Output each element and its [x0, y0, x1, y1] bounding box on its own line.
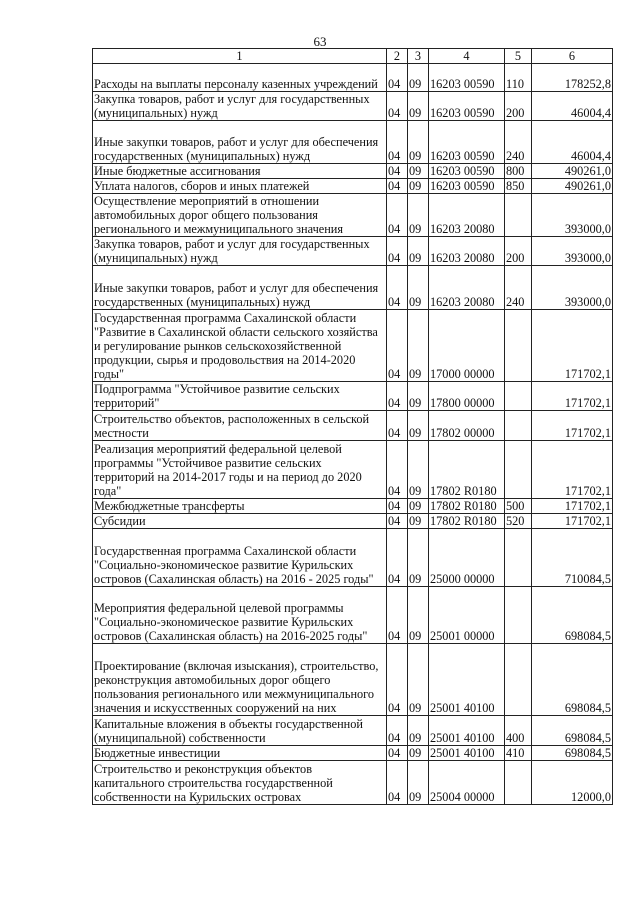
row-name: Проектирование (включая изыскания), строительство, реконструкция автомобильных дорог общего пользования регионального или межмуниципального значения и искусственных сооружений на них [93, 644, 387, 716]
row-subsection: 09 [408, 587, 429, 644]
table-row [93, 121, 613, 164]
row-amount: 171702,1 [532, 411, 613, 441]
table-row [93, 310, 613, 382]
row-subsection: 09 [408, 761, 429, 805]
row-amount: 698084,5 [532, 746, 613, 761]
row-target-item: 25004 00000 [429, 761, 505, 805]
table-row [93, 382, 613, 411]
table-row [93, 499, 613, 514]
row-subsection: 09 [408, 92, 429, 121]
column-header-target-item: 4 [429, 49, 505, 64]
table-row [93, 411, 613, 441]
row-subsection: 09 [408, 121, 429, 164]
row-amount: 698084,5 [532, 644, 613, 716]
row-expense-type: 240 [505, 121, 532, 164]
table-row [93, 441, 613, 499]
row-section: 04 [387, 746, 408, 761]
row-subsection: 09 [408, 194, 429, 237]
row-expense-type [505, 194, 532, 237]
row-subsection: 09 [408, 179, 429, 194]
page-number: 63 [313, 34, 327, 49]
row-name: Иные закупки товаров, работ и услуг для обеспечения государственных (муниципальных) нужд [93, 266, 387, 310]
row-expense-type: 850 [505, 179, 532, 194]
row-target-item: 16203 20080 [429, 237, 505, 266]
row-name: Закупка товаров, работ и услуг для государственных (муниципальных) нужд [93, 92, 387, 121]
row-section: 04 [387, 716, 408, 746]
row-target-item: 16203 00590 [429, 64, 505, 92]
row-amount: 171702,1 [532, 499, 613, 514]
row-section: 04 [387, 164, 408, 179]
row-name: Государственная программа Сахалинской области "Социально-экономическое развитие Курильских островов (Сахалинская область) на 2016 - 2025 годы" [93, 529, 387, 587]
column-header-subsection: 3 [408, 49, 429, 64]
row-amount: 171702,1 [532, 514, 613, 529]
row-name: Капитальные вложения в объекты государственной (муниципальной) собственности [93, 716, 387, 746]
table-header-row [93, 49, 613, 64]
row-name: Реализация мероприятий федеральной целевой программы "Устойчивое развитие сельских территорий на 2014-2017 годы и на период до 2020 года" [93, 441, 387, 499]
row-expense-type: 110 [505, 64, 532, 92]
row-amount: 46004,4 [532, 92, 613, 121]
row-expense-type: 400 [505, 716, 532, 746]
row-expense-type [505, 411, 532, 441]
row-subsection: 09 [408, 164, 429, 179]
row-section: 04 [387, 310, 408, 382]
row-section: 04 [387, 179, 408, 194]
row-section: 04 [387, 499, 408, 514]
row-subsection: 09 [408, 746, 429, 761]
row-amount: 12000,0 [532, 761, 613, 805]
row-expense-type: 800 [505, 164, 532, 179]
row-expense-type [505, 587, 532, 644]
row-subsection: 09 [408, 644, 429, 716]
column-header-expense-type: 5 [505, 49, 532, 64]
row-name: Строительство и реконструкция объектов капитального строительства государственной собственности на Курильских островах [93, 761, 387, 805]
row-expense-type [505, 529, 532, 587]
row-expense-type: 200 [505, 237, 532, 266]
row-subsection: 09 [408, 64, 429, 92]
row-expense-type [505, 441, 532, 499]
row-name: Мероприятия федеральной целевой программы "Социально-экономическое развитие Курильских островов (Сахалинская область) на 2016-2025 годы" [93, 587, 387, 644]
row-target-item: 16203 00590 [429, 164, 505, 179]
row-subsection: 09 [408, 441, 429, 499]
row-amount: 171702,1 [532, 310, 613, 382]
row-section: 04 [387, 194, 408, 237]
row-amount: 490261,0 [532, 179, 613, 194]
row-target-item: 17802 00000 [429, 411, 505, 441]
row-section: 04 [387, 266, 408, 310]
row-name: Субсидии [93, 514, 387, 529]
row-name: Бюджетные инвестиции [93, 746, 387, 761]
row-target-item: 16203 00590 [429, 179, 505, 194]
row-subsection: 09 [408, 529, 429, 587]
row-subsection: 09 [408, 237, 429, 266]
table-row [93, 587, 613, 644]
row-name: Закупка товаров, работ и услуг для государственных (муниципальных) нужд [93, 237, 387, 266]
row-section: 04 [387, 587, 408, 644]
row-name: Строительство объектов, расположенных в сельской местности [93, 411, 387, 441]
row-target-item: 17802 R0180 [429, 514, 505, 529]
row-target-item: 17800 00000 [429, 382, 505, 411]
table-row [93, 179, 613, 194]
row-name: Уплата налогов, сборов и иных платежей [93, 179, 387, 194]
table-row [93, 266, 613, 310]
row-section: 04 [387, 64, 408, 92]
row-subsection: 09 [408, 266, 429, 310]
row-section: 04 [387, 411, 408, 441]
row-section: 04 [387, 514, 408, 529]
row-name: Расходы на выплаты персоналу казенных учреждений [93, 64, 387, 92]
table-row [93, 716, 613, 746]
row-amount: 171702,1 [532, 441, 613, 499]
table-row [93, 746, 613, 761]
table-row [93, 644, 613, 716]
row-subsection: 09 [408, 382, 429, 411]
row-target-item: 16203 00590 [429, 92, 505, 121]
row-amount: 46004,4 [532, 121, 613, 164]
row-amount: 710084,5 [532, 529, 613, 587]
row-target-item: 25000 00000 [429, 529, 505, 587]
row-section: 04 [387, 92, 408, 121]
row-section: 04 [387, 644, 408, 716]
row-section: 04 [387, 529, 408, 587]
row-subsection: 09 [408, 716, 429, 746]
row-expense-type: 520 [505, 514, 532, 529]
table-row [93, 237, 613, 266]
row-target-item: 25001 40100 [429, 746, 505, 761]
row-target-item: 16203 00590 [429, 121, 505, 164]
row-amount: 490261,0 [532, 164, 613, 179]
row-section: 04 [387, 121, 408, 164]
table-row [93, 164, 613, 179]
budget-table [92, 48, 613, 805]
table-row [93, 92, 613, 121]
table-row [93, 514, 613, 529]
row-target-item: 25001 40100 [429, 644, 505, 716]
row-target-item: 17000 00000 [429, 310, 505, 382]
row-target-item: 16203 20080 [429, 194, 505, 237]
row-name: Государственная программа Сахалинской области "Развитие в Сахалинской области сельского хозяйства и регулирование рынков сельскохозяйственной продукции, сырья и продовольствия на 2014-2020 годы" [93, 310, 387, 382]
row-expense-type: 500 [505, 499, 532, 514]
row-amount: 393000,0 [532, 237, 613, 266]
table-row [93, 529, 613, 587]
table-row [93, 761, 613, 805]
row-expense-type [505, 761, 532, 805]
row-target-item: 16203 20080 [429, 266, 505, 310]
row-section: 04 [387, 382, 408, 411]
row-target-item: 25001 40100 [429, 716, 505, 746]
row-target-item: 25001 00000 [429, 587, 505, 644]
row-amount: 178252,8 [532, 64, 613, 92]
column-header-amount: 6 [532, 49, 613, 64]
row-subsection: 09 [408, 514, 429, 529]
row-expense-type: 200 [505, 92, 532, 121]
row-subsection: 09 [408, 310, 429, 382]
row-name: Осуществление мероприятий в отношении автомобильных дорог общего пользования регионального и межмуниципального значения [93, 194, 387, 237]
row-expense-type: 410 [505, 746, 532, 761]
row-expense-type [505, 644, 532, 716]
row-name: Межбюджетные трансферты [93, 499, 387, 514]
row-amount: 393000,0 [532, 194, 613, 237]
row-subsection: 09 [408, 411, 429, 441]
row-target-item: 17802 R0180 [429, 441, 505, 499]
table-row [93, 64, 613, 92]
row-section: 04 [387, 237, 408, 266]
row-expense-type [505, 310, 532, 382]
column-header-section: 2 [387, 49, 408, 64]
row-amount: 698084,5 [532, 716, 613, 746]
row-section: 04 [387, 441, 408, 499]
row-amount: 698084,5 [532, 587, 613, 644]
row-expense-type [505, 382, 532, 411]
row-expense-type: 240 [505, 266, 532, 310]
row-target-item: 17802 R0180 [429, 499, 505, 514]
table-row [93, 194, 613, 237]
row-subsection: 09 [408, 499, 429, 514]
row-name: Подпрограмма "Устойчивое развитие сельских территорий" [93, 382, 387, 411]
column-header-name: 1 [93, 49, 387, 64]
row-section: 04 [387, 761, 408, 805]
row-name: Иные закупки товаров, работ и услуг для обеспечения государственных (муниципальных) нужд [93, 121, 387, 164]
row-name: Иные бюджетные ассигнования [93, 164, 387, 179]
row-amount: 171702,1 [532, 382, 613, 411]
row-amount: 393000,0 [532, 266, 613, 310]
